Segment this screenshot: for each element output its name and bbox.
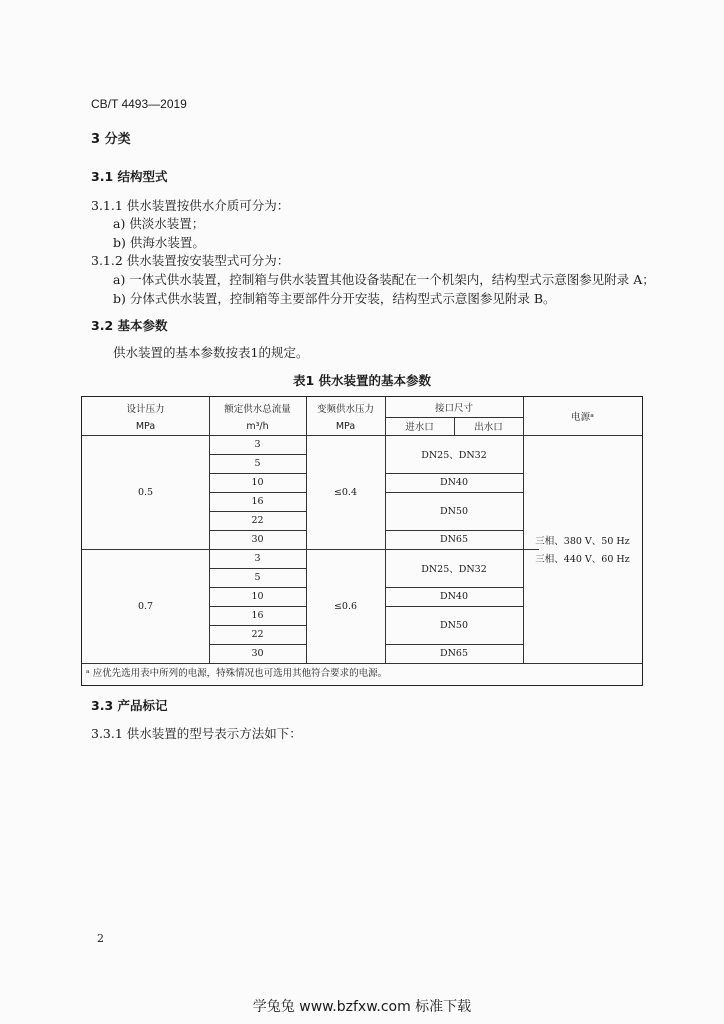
list-item: a) 供淡水装置；	[113, 216, 205, 231]
header-flow-unit: m³/h	[246, 420, 269, 432]
header-vf-pressure: 变频供水压力	[316, 404, 374, 415]
power-cell: 三相、380 V、50 Hz	[535, 536, 630, 547]
clause-3-2-text: 供水装置的基本参数按表1的规定。	[113, 345, 309, 360]
clause-3-1-2: 3.1.2 供水装置按安装型式可分为：	[91, 253, 290, 268]
pressure-cell: 0.7	[137, 600, 154, 612]
footer-watermark: 学兔兔 www.bzfxw.com 标准下载	[252, 999, 472, 1015]
header-outlet: 出水口	[474, 422, 503, 433]
flow-cell: 10	[251, 477, 264, 488]
vf-cell: ≤0.6	[333, 600, 358, 612]
flow-cell: 3	[254, 553, 261, 564]
pressure-cell: 0.5	[137, 486, 154, 498]
header-power: 电源ᵃ	[571, 412, 594, 423]
flow-cell: 22	[251, 629, 264, 640]
port-cell: DN50	[439, 505, 469, 517]
flow-cell: 5	[254, 572, 261, 583]
flow-cell: 30	[251, 534, 264, 545]
table-footnote: ᵃ 应优先选用表中所列的电源，特殊情况也可选用其他符合要求的电源。	[86, 668, 388, 679]
list-item: a) 一体式供水装置，控制箱与供水装置其他设备装配在一个机架内，结构型式示意图参见附录 A；	[113, 272, 655, 287]
section-3-1-title: 3.1 结构型式	[91, 169, 168, 184]
port-cell: DN50	[439, 619, 469, 631]
header-port: 接口尺寸	[434, 403, 473, 414]
port-cell: DN25、DN32	[421, 564, 487, 575]
port-cell: DN40	[439, 591, 469, 602]
parameter-table	[81, 396, 643, 686]
clause-3-3-1: 3.3.1 供水装置的型号表示方法如下：	[91, 726, 302, 741]
vf-cell: ≤0.4	[333, 486, 358, 498]
header-flow: 额定供水总流量	[224, 404, 291, 415]
flow-cell: 10	[251, 591, 264, 602]
table-caption: 表1 供水装置的基本参数	[292, 373, 432, 388]
list-item: b) 供海水装置。	[113, 235, 205, 250]
port-cell: DN40	[439, 477, 469, 488]
section-3-title: 3 分类	[91, 132, 131, 147]
flow-cell: 3	[254, 439, 261, 450]
clause-3-1-1: 3.1.1 供水装置按供水介质可分为：	[91, 198, 290, 213]
section-3-2-title: 3.2 基本参数	[91, 318, 168, 333]
port-cell: DN25、DN32	[421, 450, 487, 461]
flow-cell: 16	[251, 496, 264, 507]
flow-cell: 30	[251, 648, 264, 659]
header-pressure: 设计压力	[126, 404, 165, 415]
standard-number: CB/T 4493—2019	[91, 97, 187, 111]
header-vf-unit: MPa	[335, 420, 356, 432]
list-item: b) 分体式供水装置，控制箱等主要部件分开安装，结构型式示意图参见附录 B。	[113, 291, 556, 306]
page-number: 2	[97, 932, 104, 945]
section-3-3-title: 3.3 产品标记	[91, 698, 168, 713]
flow-cell: 16	[251, 610, 264, 621]
port-cell: DN65	[439, 648, 469, 659]
power-cell: 三相、440 V、60 Hz	[535, 554, 630, 565]
flow-cell: 5	[254, 458, 261, 469]
header-pressure-unit: MPa	[135, 420, 156, 432]
port-cell: DN65	[439, 534, 469, 545]
header-inlet: 进水口	[405, 422, 434, 433]
flow-cell: 22	[251, 515, 264, 526]
